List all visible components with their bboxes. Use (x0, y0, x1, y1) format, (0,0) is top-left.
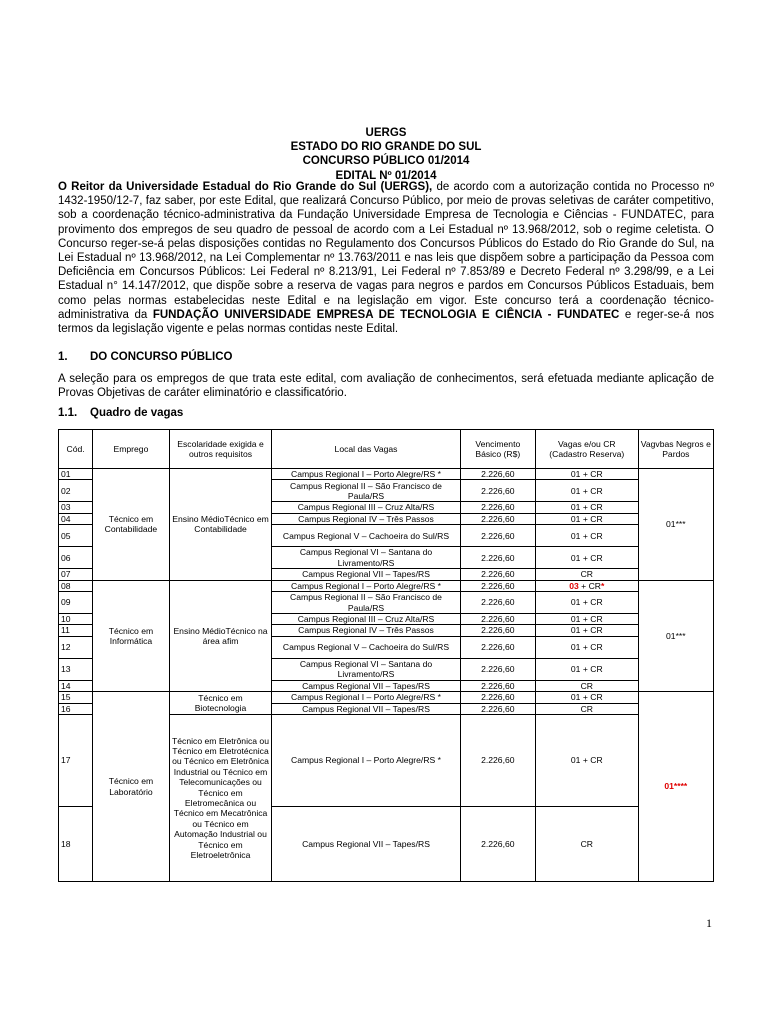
vagas-cell: 01 + CR (535, 636, 638, 658)
cod-cell: 07 (59, 569, 93, 580)
cod-cell: 05 (59, 525, 93, 547)
section-1-text: A seleção para os empregos de que trata este edital, com avaliação de conhecimentos, será efetuada mediante aplicação de Provas Objetivas de caráter eliminatório e classificatório. (58, 373, 714, 400)
vagas-cell: 01 + CR (535, 692, 638, 703)
vagas-cell: CR (535, 680, 638, 691)
cod-cell: 06 (59, 547, 93, 569)
cod-cell: 18 (59, 807, 93, 882)
vencimento-cell: 2.226,60 (460, 614, 535, 625)
escolaridade-cell: Técnico em Biotecnologia (169, 692, 272, 715)
header-institution: UERGS (365, 127, 407, 139)
vagas-cell: 01 + CR (535, 480, 638, 502)
vencimento-cell: 2.226,60 (460, 625, 535, 636)
negros-cell: 01*** (638, 580, 713, 692)
vencimento-cell: 2.226,60 (460, 715, 535, 807)
vencimento-cell: 2.226,60 (460, 636, 535, 658)
vencimento-cell: 2.226,60 (460, 692, 535, 703)
vagas-highlight: 03 (569, 580, 579, 591)
vencimento-cell: 2.226,60 (460, 480, 535, 502)
cod-cell: 15 (59, 692, 93, 703)
cod-cell: 09 (59, 592, 93, 614)
cod-cell: 14 (59, 680, 93, 691)
vagas-cell: 01 + CR (535, 715, 638, 807)
local-cell: Campus Regional III – Cruz Alta/RS (272, 614, 460, 625)
section-title: DO CONCURSO PÚBLICO (90, 351, 233, 363)
cod-cell: 13 (59, 658, 93, 680)
vencimento-cell: 2.226,60 (460, 580, 535, 591)
local-cell: Campus Regional IV – Três Passos (272, 625, 460, 636)
vencimento-cell: 2.226,60 (460, 502, 535, 513)
header-escolaridade: Escolaridade exigida e outros requisitos (169, 430, 272, 469)
cod-cell: 11 (59, 625, 93, 636)
local-cell: Campus Regional VII – Tapes/RS (272, 703, 460, 714)
local-cell: Campus Regional VI – Santana do Livramento/RS (272, 547, 460, 569)
intro-text-2: e reger-se-á nos termos da legislação vigente e pelas normas contidas neste Edital. (58, 308, 714, 336)
escolaridade-cell: Ensino MédioTécnico em Contabilidade (169, 469, 272, 581)
header-vagas: Vagas e/ou CR (Cadastro Reserva) (535, 430, 638, 469)
vencimento-cell: 2.226,60 (460, 547, 535, 569)
local-cell: Campus Regional V – Cachoeira do Sul/RS (272, 636, 460, 658)
local-cell: Campus Regional VII – Tapes/RS (272, 569, 460, 580)
local-cell: Campus Regional VII – Tapes/RS (272, 807, 460, 882)
subsection-number: 1.1. (58, 407, 78, 419)
cod-cell: 03 (59, 502, 93, 513)
vagas-cell (535, 580, 638, 591)
header-state: ESTADO DO RIO GRANDE DO SUL (290, 141, 482, 154)
cod-cell: 01 (59, 469, 93, 480)
vencimento-cell: 2.226,60 (460, 807, 535, 882)
vencimento-cell: 2.226,60 (460, 469, 535, 480)
vencimento-cell: 2.226,60 (460, 592, 535, 614)
local-cell: Campus Regional I – Porto Alegre/RS * (272, 692, 460, 703)
vencimento-cell: 2.226,60 (460, 569, 535, 580)
vagas-cell: 01 + CR (535, 592, 638, 614)
local-cell: Campus Regional II – São Francisco de Paula/RS (272, 592, 460, 614)
vagas-cell: CR (535, 807, 638, 882)
header-local: Local das Vagas (272, 430, 460, 469)
escolaridade-cell: Técnico em Eletrônica ou Técnico em Eletrotécnica ou Técnico em Eletrônica Industrial ou Técnico em Telecomunicações ou Técnico em Eletromecânica ou Técnico em Mecatrônica ou Técnico em Automação Industrial ou Técnico em Eletroeletrônica (169, 715, 272, 882)
header-negros: Vagvbas Negros e Pardos (638, 430, 713, 469)
document-header (58, 126, 714, 183)
intro-text-1: de acordo com a autorização contida no Processo nº 1432-1950/12-7, faz saber, por este Edital, que realizará Concurso Público, por meio de provas seletivas de caráter competitivo, sob a coordenação técnico-administrativa da Fundação Universidade Empresa de Tecnologia e Ciências - FUNDATEC, para provimento dos empregos de seu quadro de pessoal de acordo com a Lei Estadual nº 13.968/2012, sob o regime celetista. O Concurso reger-se-á pelas disposições contidas no Regulamento dos Concursos Públicos do Estado do Rio Grande do Sul, na Lei Estadual nº 13.968/2012, na Lei Complementar nº 13.763/2011 e nas leis que dispõem sobre a participação da Pessoa com Deficiência em Concursos Públicos: Lei Federal nº 8.213/91, Lei Federal nº 7.853/89 e Decreto Federal nº 3.298/99, e a Lei Estadual n° 14.147/2012, que dispõe sobre a reserva de vagas para negros e pardos em Concursos Públicos Estaduais, bem como pelas normas estabelecidas neste Edital e na legislação em vigor. Este concurso terá a coordenação técnico-administrativa da (58, 181, 714, 321)
vagas-cell: 01 + CR (535, 625, 638, 636)
cod-cell: 08 (59, 580, 93, 591)
local-cell: Campus Regional V – Cachoeira do Sul/RS (272, 525, 460, 547)
vencimento-cell: 2.226,60 (460, 513, 535, 524)
emprego-cell: Técnico em Informática (93, 580, 169, 692)
vagas-cell: 01 + CR (535, 502, 638, 513)
header-cod: Cód. (59, 430, 93, 469)
intro-paragraph (58, 180, 714, 336)
cod-cell: 04 (59, 513, 93, 524)
vagas-cell: 01 + CR (535, 547, 638, 569)
vencimento-cell: 2.226,60 (460, 680, 535, 691)
vencimento-cell: 2.226,60 (460, 703, 535, 714)
local-cell: Campus Regional II – São Francisco de Paula/RS (272, 480, 460, 502)
local-cell: Campus Regional IV – Três Passos (272, 513, 460, 524)
section-heading-1 (58, 350, 232, 364)
page-number: 1 (706, 916, 712, 930)
local-cell: Campus Regional III – Cruz Alta/RS (272, 502, 460, 513)
table-header-row (59, 430, 714, 469)
emprego-cell: Técnico em Contabilidade (93, 469, 169, 581)
section-number: 1. (58, 351, 68, 363)
vagas-cell: 01 + CR (535, 469, 638, 480)
vagas-cell: 01 + CR (535, 513, 638, 524)
vagas-cell: 01 + CR (535, 525, 638, 547)
negros-cell (638, 692, 713, 882)
intro-lead: O Reitor da Universidade Estadual do Rio Grande do Sul (UERGS), (58, 181, 433, 193)
vacancies-table (58, 429, 714, 882)
vagas-rest: + CR (578, 580, 601, 591)
local-cell: Campus Regional I – Porto Alegre/RS * (272, 580, 460, 591)
local-cell: Campus Regional VI – Santana do Livramento/RS (272, 658, 460, 680)
section-heading-1-1 (58, 406, 183, 420)
header-edital: EDITAL Nº 01/2014 (335, 169, 437, 182)
vencimento-cell: 2.226,60 (460, 525, 535, 547)
vagas-cell: 01 + CR (535, 614, 638, 625)
negros-highlight: 01**** (664, 781, 688, 792)
cod-cell: 17 (59, 715, 93, 807)
subsection-title: Quadro de vagas (90, 407, 184, 419)
local-cell: Campus Regional I – Porto Alegre/RS * (272, 469, 460, 480)
vagas-cell: CR (535, 703, 638, 714)
vagas-cell: 01 + CR (535, 658, 638, 680)
table-row (59, 469, 714, 480)
header-contest: CONCURSO PÚBLICO 01/2014 (302, 155, 470, 168)
negros-cell: 01*** (638, 469, 713, 581)
table-row (59, 692, 714, 703)
vagas-asterisk: * (601, 580, 605, 591)
table-row (59, 580, 714, 591)
intro-fundatec: FUNDAÇÃO UNIVERSIDADE EMPRESA DE TECNOLOGIA E CIÊNCIA - FUNDATEC (152, 308, 620, 321)
vagas-cell: CR (535, 569, 638, 580)
vencimento-cell: 2.226,60 (460, 658, 535, 680)
local-cell: Campus Regional I – Porto Alegre/RS * (272, 715, 460, 807)
header-vencimento: Vencimento Básico (R$) (460, 430, 535, 469)
cod-cell: 02 (59, 480, 93, 502)
escolaridade-cell: Ensino MédioTécnico na área afim (169, 580, 272, 692)
emprego-cell: Técnico em Laboratório (93, 692, 169, 882)
header-emprego: Emprego (93, 430, 169, 469)
local-cell: Campus Regional VII – Tapes/RS (272, 680, 460, 691)
cod-cell: 16 (59, 703, 93, 714)
cod-cell: 10 (59, 614, 93, 625)
cod-cell: 12 (59, 636, 93, 658)
